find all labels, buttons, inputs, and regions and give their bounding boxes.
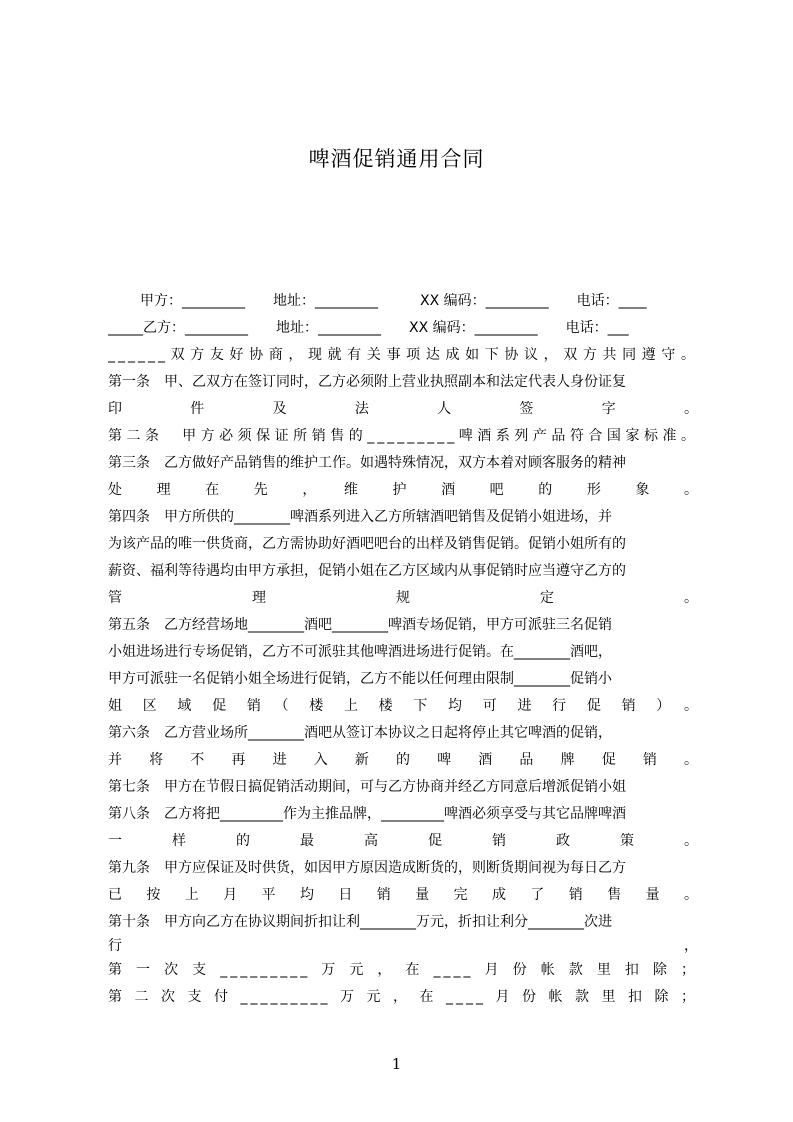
clause-5-line-2: 小姐进场进行专场促销，乙方不可派驻其他啤酒进场进行促销。在________酒吧， xyxy=(108,644,612,660)
clause-4-line-1: 第四条 甲方所供的________啤酒系列进入乙方所辖酒吧销售及促销小姐进场，并 xyxy=(108,509,612,525)
clause-4-line-3: 薪资、福利等待遇均由甲方承担，促销小姐在乙方区域内从事促销时应当遵守乙方的 xyxy=(108,563,626,579)
clause-4-line-4: 管 理 规 定 。 xyxy=(108,590,698,606)
clause-6-line-1: 第六条 乙方营业场所________酒吧从签订本协议之日起将停止其它啤酒的促销， xyxy=(108,725,612,741)
clause-7-line-1: 第七条 甲方在节假日搞促销活动期间，可与乙方协商并经乙方同意后增派促销小姐 xyxy=(108,779,626,795)
payment-1-line: 第一次支_________万元，在____月份帐款里扣除； xyxy=(108,962,698,978)
clause-8-line-2: 一 样 的 最 高 促 销 政 策 。 xyxy=(108,833,698,849)
clause-9-line-1: 第九条 甲方应保证及时供货，如因甲方原因造成断货的，则断货期间视为每日乙方 xyxy=(108,860,626,876)
clause-1-line-2: 印 件 及 法 人 签 字 。 xyxy=(108,401,698,417)
clause-6-line-2: 并 将 不 再 进 入 新 的 啤 酒 品 牌 促 销 。 xyxy=(108,752,698,768)
clause-1-line-1: 第一条 甲、乙双方在签订同时，乙方必须附上营业执照副本和法定代表人身份证复 xyxy=(108,374,626,390)
clause-3-line-2: 处 理 在 先 ， 维 护 酒 吧 的 形 象 。 xyxy=(108,482,698,498)
page-number: 1 xyxy=(391,1055,402,1073)
clause-8-line-1: 第八条 乙方将把_________作为主推品牌，_________啤酒必须享受与其它品牌啤酒 xyxy=(108,806,626,822)
clause-5-line-1: 第五条 乙方经营场地________酒吧________啤酒专场促销，甲方可派驻三名促销 xyxy=(108,617,612,633)
clause-4-line-2: 为该产品的唯一供货商，乙方需协助好酒吧吧台的出样及销售促销。促销小姐所有的 xyxy=(108,536,626,552)
clause-5-line-3: 甲方可派驻一名促销小姐全场进行促销，乙方不能以任何理由限制________促销小 xyxy=(108,671,612,687)
clause-3-line-1: 第三条 乙方做好产品销售的维护工作。如遇特殊情况，双方本着对顾客服务的精神 xyxy=(108,455,626,471)
document-title: 啤酒促销通用合同 xyxy=(308,147,485,171)
clause-5-line-4: 姐 区 域 促 销 （ 楼 上 楼 下 均 可 进 行 促 销 ） 。 xyxy=(108,698,698,714)
clause-10-line-1: 第十条 甲方向乙方在协议期间折扣让利________万元，折扣让利分________次进 xyxy=(108,914,612,930)
clause-10-line-2: 行 ， xyxy=(108,938,698,954)
clause-9-line-2: 已 按 上 月 平 均 日 销 量 完 成 了 销 售 量 。 xyxy=(108,887,698,903)
party-info-line-1: 甲方：_________ 地址：_________ XX 编码：_________ 电话：____ xyxy=(140,293,647,309)
clause-2-line-1: 第二条 甲方必须保证所销售的_________啤酒系列产品符合国家标准。 xyxy=(108,428,698,444)
preamble-line: ______双方友好协商，现就有关事项达成如下协议，双方共同遵守。 xyxy=(108,347,698,363)
party-info-line-2: _____乙方：_________ 地址：_________ XX 编码：_________ 电话：___ xyxy=(108,320,629,336)
payment-2-line: 第二次支付_________万元，在____月份帐款里扣除； xyxy=(108,989,698,1005)
